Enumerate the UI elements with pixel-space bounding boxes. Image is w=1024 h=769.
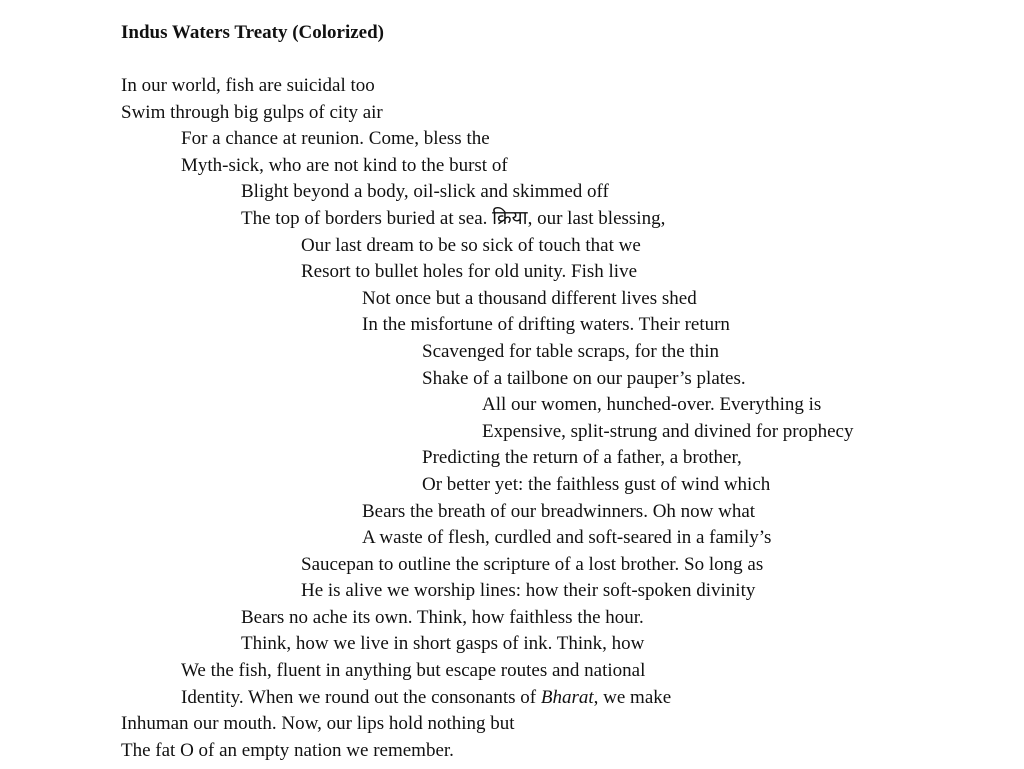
poem-line: Predicting the return of a father, a brother,: [422, 447, 742, 469]
poem-line: Inhuman our mouth. Now, our lips hold nothing but: [121, 713, 515, 735]
poem-line: Scavenged for table scraps, for the thin: [422, 340, 720, 362]
poem-line: A waste of flesh, curdled and soft-seared in a family’s: [362, 527, 772, 549]
poem-line: Expensive, split-strung and divined for prophecy: [482, 420, 854, 442]
poem-title: Indus Waters Treaty (Colorized): [121, 22, 385, 43]
poem-line-italic-word: Bharat: [540, 686, 594, 708]
poem-line: The top of borders buried at sea. क्रिया, our last blessing,: [241, 207, 666, 229]
poem-line: [181, 685, 853, 712]
poem-line: Bears no ache its own. Think, how faithless the hour.: [241, 606, 644, 628]
poem-line: Blight beyond a body, oil-slick and skimmed off: [241, 181, 609, 203]
poem-line: For a chance at reunion. Come, bless the: [181, 128, 490, 150]
poem-line: All our women, hunched-over. Everything is: [482, 394, 822, 416]
poem-line: The fat O of an empty nation we remember.: [121, 739, 454, 761]
poem-line: Shake of a tailbone on our pauper’s plates.: [422, 367, 746, 389]
poem-line: Swim through big gulps of city air: [121, 101, 383, 123]
poem-line: In the misfortune of drifting waters. Their return: [362, 314, 730, 336]
poem-body: [121, 73, 853, 764]
poem-line: He is alive we worship lines: how their soft-spoken divinity: [301, 580, 756, 602]
poem-line-text: Identity. When we round out the consonants of: [181, 686, 541, 708]
poem-line: Not once but a thousand different lives shed: [362, 287, 697, 309]
poem-line: Myth-sick, who are not kind to the burst of: [181, 154, 508, 176]
poem-line-text: , we make: [593, 686, 672, 708]
poem-line: Saucepan to outline the scripture of a lost brother. So long as: [301, 553, 764, 575]
poem-line: Resort to bullet holes for old unity. Fish live: [301, 261, 637, 283]
poem-line: We the fish, fluent in anything but escape routes and national: [181, 660, 646, 682]
poem-line: Our last dream to be so sick of touch that we: [301, 234, 641, 256]
poem-line: Or better yet: the faithless gust of wind which: [422, 473, 771, 495]
poem-line: In our world, fish are suicidal too: [121, 75, 375, 96]
poem-line: Bears the breath of our breadwinners. Oh now what: [362, 500, 756, 522]
poem-line: Think, how we live in short gasps of ink. Think, how: [241, 633, 645, 655]
